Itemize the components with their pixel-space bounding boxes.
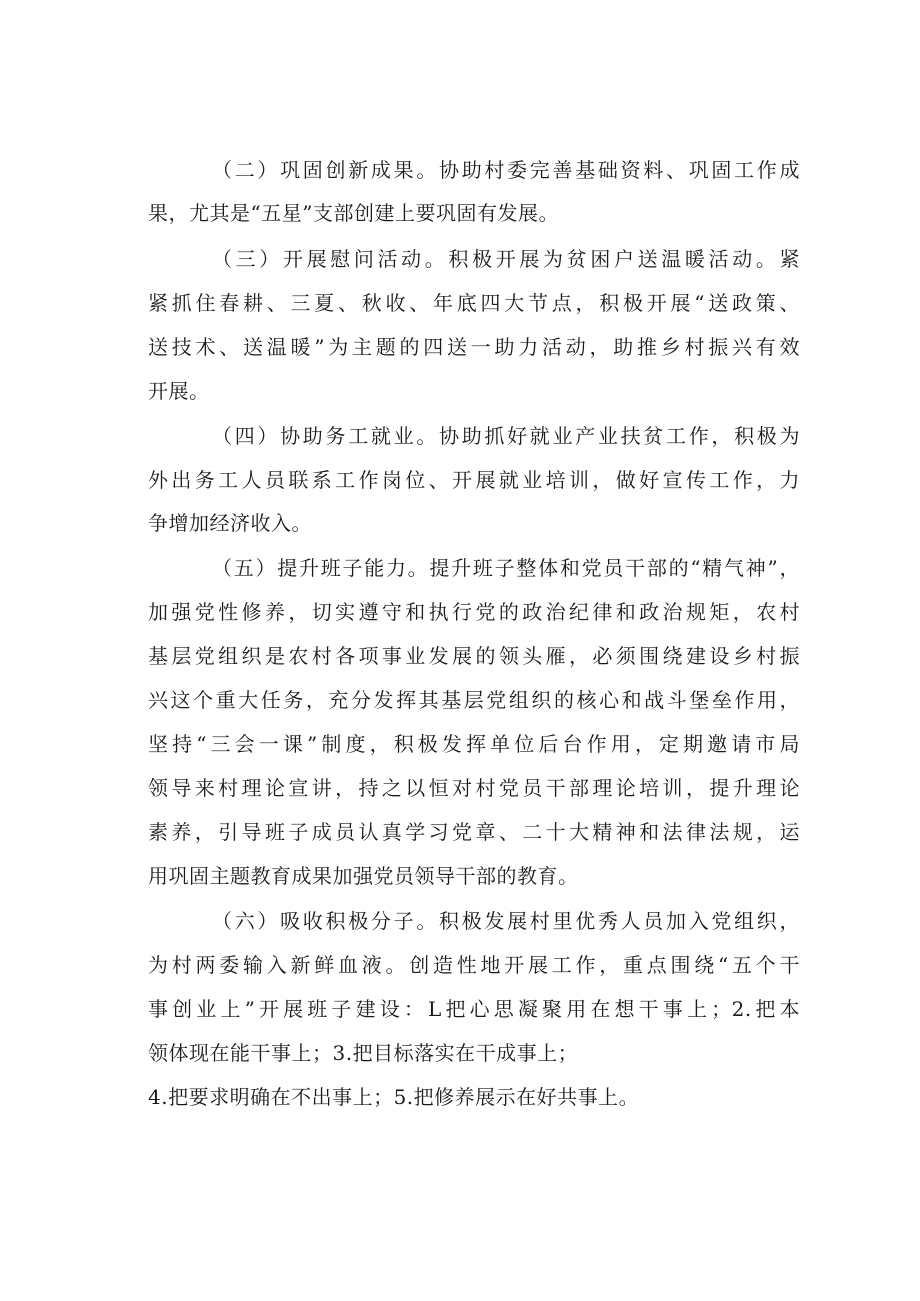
text-line: 送技术、送温暖”为主题的四送一助力活动，助推乡村振兴有效 — [148, 335, 800, 359]
text-line: 果，尤其是“五星”支部创建上要巩固有发展。 — [148, 201, 559, 225]
text-line: 基层党组织是农村各项事业发展的领头雁，必须围绕建设乡村振 — [148, 644, 800, 668]
text-line: 领体现在能干事上；3.把目标落实在干成事上； — [148, 1041, 579, 1065]
text-line: 4.把要求明确在不出事上；5.把修养展示在好共事上。 — [148, 1085, 640, 1109]
text-line: 紧抓住春耕、三夏、秋收、年底四大节点，积极开展“送政策、 — [148, 291, 800, 315]
text-line: 加强党性修养，切实遵守和执行党的政治纪律和政治规矩，农村 — [148, 600, 800, 624]
text-line: 领导来村理论宣讲，持之以恒对村党员干部理论培训，提升理论 — [148, 776, 800, 800]
text-line: 素养，引导班子成员认真学习党章、二十大精神和法律法规，运 — [148, 820, 800, 844]
text-line: 争增加经济收入。 — [148, 511, 312, 535]
text-line: 事创业上”开展班子建设：L把心思凝聚用在想干事上；2.把本 — [148, 997, 800, 1021]
text-line: 为村两委输入新鲜血液。创造性地开展工作，重点围绕“五个干 — [148, 953, 800, 977]
text-line: 开展。 — [148, 379, 210, 403]
text-line: 外出务工人员联系工作岗位、开展就业培训，做好宣传工作，力 — [148, 468, 800, 492]
text-line: （二）巩固创新成果。协助村委完善基础资料、巩固工作成 — [212, 158, 800, 182]
text-line: （三）开展慰问活动。积极开展为贫困户送温暖活动。紧 — [212, 247, 800, 271]
text-line: （六）吸收积极分子。积极发展村里优秀人员加入党组织， — [212, 909, 800, 933]
text-line: （五）提升班子能力。提升班子整体和党员干部的“精气神”， — [212, 556, 800, 580]
text-line: （四）协助务工就业。协助抓好就业产业扶贫工作，积极为 — [212, 424, 800, 448]
text-line: 用巩固主题教育成果加强党员领导干部的教育。 — [148, 864, 579, 888]
text-line: 坚持“三会一课”制度，积极发挥单位后台作用，定期邀请市局 — [148, 732, 800, 756]
text-line: 兴这个重大任务，充分发挥其基层党组织的核心和战斗堡垒作用， — [148, 688, 800, 712]
